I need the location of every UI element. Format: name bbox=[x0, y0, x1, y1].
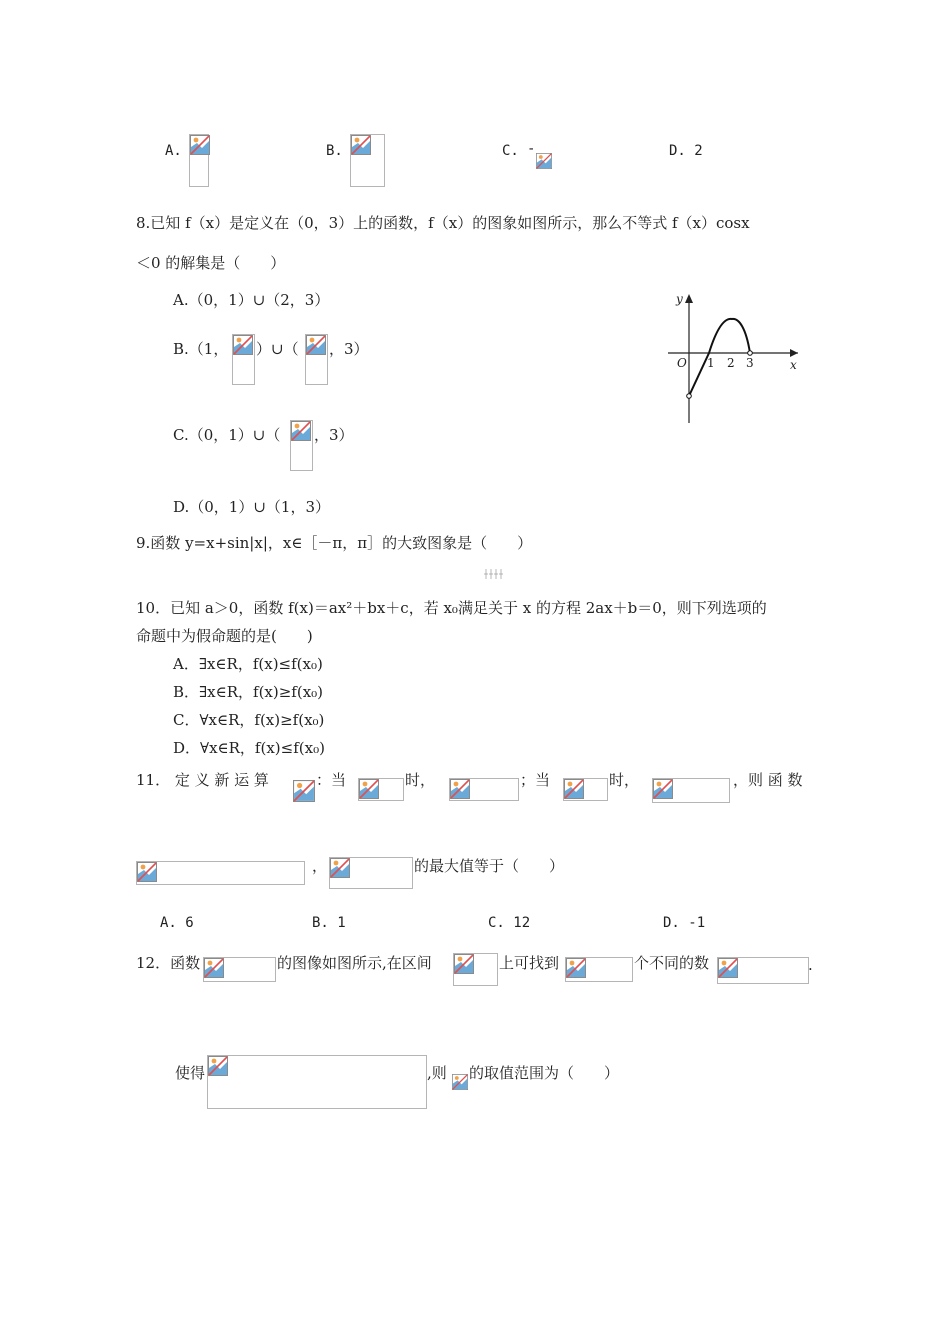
q11-line2-separator: ， bbox=[312, 857, 328, 875]
q11-stem-part1: 11． 定 义 新 运 算 bbox=[136, 771, 269, 789]
q8-option-b-image-1 bbox=[232, 334, 255, 385]
q8-option-c-image bbox=[290, 420, 313, 471]
q10-option-d: D．∀x∈R，f(x)≤f(x₀) bbox=[173, 739, 325, 757]
q12-count-image bbox=[565, 957, 633, 982]
q11-option-d: D. -1 bbox=[663, 915, 706, 931]
q11-stem-part6: ，则 函 数 bbox=[733, 771, 803, 789]
broken-image-icon bbox=[204, 958, 224, 978]
option-b-label: B. bbox=[326, 143, 343, 159]
broken-image-icon bbox=[536, 153, 552, 169]
broken-image-icon bbox=[291, 421, 311, 441]
broken-image-icon bbox=[208, 1056, 228, 1076]
graph-x-label: x bbox=[790, 358, 797, 372]
broken-image-icon bbox=[452, 1074, 468, 1090]
q12-numbers-image bbox=[717, 957, 809, 984]
q8-option-b-image-2 bbox=[305, 334, 328, 385]
q11-option-b: B. 1 bbox=[312, 915, 346, 931]
q11-stem-part5: 时， bbox=[609, 771, 640, 789]
q12-line2-mid: ,则 bbox=[427, 1064, 447, 1082]
q11-definition-1-image bbox=[449, 778, 519, 801]
q12-equation-image bbox=[207, 1055, 427, 1109]
broken-image-icon bbox=[359, 779, 379, 799]
q12-stem-part2: 的图像如图所示,在区间 bbox=[277, 954, 432, 972]
q10-option-c: C．∀x∈R，f(x)≥f(x₀) bbox=[173, 711, 325, 729]
q12-interval-image bbox=[453, 953, 498, 986]
q11-stem-part3: 时， bbox=[405, 771, 436, 789]
option-a-label: A. bbox=[165, 143, 182, 159]
q8-option-c-post: ，3） bbox=[314, 426, 354, 444]
graph-tick-2: 2 bbox=[727, 356, 735, 370]
broken-image-icon bbox=[137, 862, 157, 882]
q12-function-image bbox=[203, 957, 276, 982]
q10-option-b: B．∃x∈R，f(x)≥f(x₀) bbox=[173, 683, 324, 701]
q12-stem-part3: 上可找到 bbox=[499, 954, 560, 972]
q11-stem-part2: ：当 bbox=[316, 771, 347, 789]
function-graph bbox=[660, 288, 810, 428]
broken-image-icon bbox=[450, 779, 470, 799]
broken-image-icon bbox=[653, 779, 673, 799]
q11-stem-part4: ；当 bbox=[520, 771, 551, 789]
q11-function-image bbox=[136, 861, 305, 885]
q11-definition-2-image bbox=[652, 778, 730, 803]
q11-option-c: C. 12 bbox=[488, 915, 531, 931]
q11-option-a: A. 6 bbox=[160, 915, 194, 931]
q11-condition-2-image bbox=[563, 778, 608, 801]
option-a-image bbox=[189, 134, 209, 187]
q10-option-a: A．∃x∈R，f(x)≤f(x₀) bbox=[173, 655, 323, 673]
q8-option-c-pre: C.（0，1）∪（ bbox=[173, 426, 281, 444]
q12-line2-pre: 使得 bbox=[175, 1064, 206, 1082]
q12-stem-period: . bbox=[808, 956, 813, 974]
option-b-image bbox=[350, 134, 385, 187]
broken-image-icon bbox=[351, 135, 371, 155]
q8-stem-line1: 8.已知 f（x）是定义在（0，3）上的函数，f（x）的图象如图所示，那么不等式 f（x）cosx bbox=[136, 214, 750, 232]
broken-image-icon bbox=[454, 954, 474, 974]
q8-option-b-pre: B.（1， bbox=[173, 340, 229, 358]
q8-option-b-mid: ）∪（ bbox=[256, 340, 299, 358]
q8-option-b-post: ，3） bbox=[329, 340, 369, 358]
broken-image-icon bbox=[293, 780, 315, 802]
q11-condition-1-image bbox=[358, 778, 404, 801]
broken-image-icon bbox=[564, 779, 584, 799]
q10-stem-line2: 命题中为假命题的是( ) bbox=[136, 627, 313, 645]
q12-stem-part1: 12．函数 bbox=[136, 954, 201, 972]
q12-line2-post: 的取值范围为（ ） bbox=[469, 1064, 620, 1082]
q9-choice-graphs-thumbnail bbox=[483, 566, 505, 580]
q11-line2-text: 的最大值等于（ ） bbox=[414, 857, 565, 875]
graph-y-label: y bbox=[676, 292, 683, 306]
q8-option-d: D.（0，1）∪（1，3） bbox=[173, 498, 331, 516]
broken-image-icon bbox=[718, 958, 738, 978]
graph-origin-label: O bbox=[677, 356, 687, 370]
q10-stem-line1: 10．已知 a＞0，函数 f(x)＝ax²＋bx＋c，若 x₀满足关于 x 的方程 2ax＋b＝0，则下列选项的 bbox=[136, 599, 767, 617]
broken-image-icon bbox=[306, 335, 326, 355]
broken-image-icon bbox=[233, 335, 253, 355]
q8-option-a: A.（0，1）∪（2，3） bbox=[173, 291, 330, 309]
graph-tick-1: 1 bbox=[707, 356, 715, 370]
broken-image-icon bbox=[190, 135, 210, 155]
broken-image-icon bbox=[566, 958, 586, 978]
graph-tick-3: 3 bbox=[746, 356, 754, 370]
q9-stem: 9.函数 y=x+sin|x|，x∈［－π，π］的大致图象是（ ） bbox=[136, 534, 533, 552]
broken-image-icon bbox=[330, 858, 350, 878]
option-d-label: D. 2 bbox=[669, 143, 703, 159]
option-c-minus: - bbox=[527, 141, 536, 157]
q12-stem-part4: 个不同的数 bbox=[634, 954, 710, 972]
option-c-label: C. bbox=[502, 143, 519, 159]
q8-stem-line2: ＜0 的解集是（ ） bbox=[136, 254, 286, 272]
q11-domain-image bbox=[329, 857, 413, 889]
